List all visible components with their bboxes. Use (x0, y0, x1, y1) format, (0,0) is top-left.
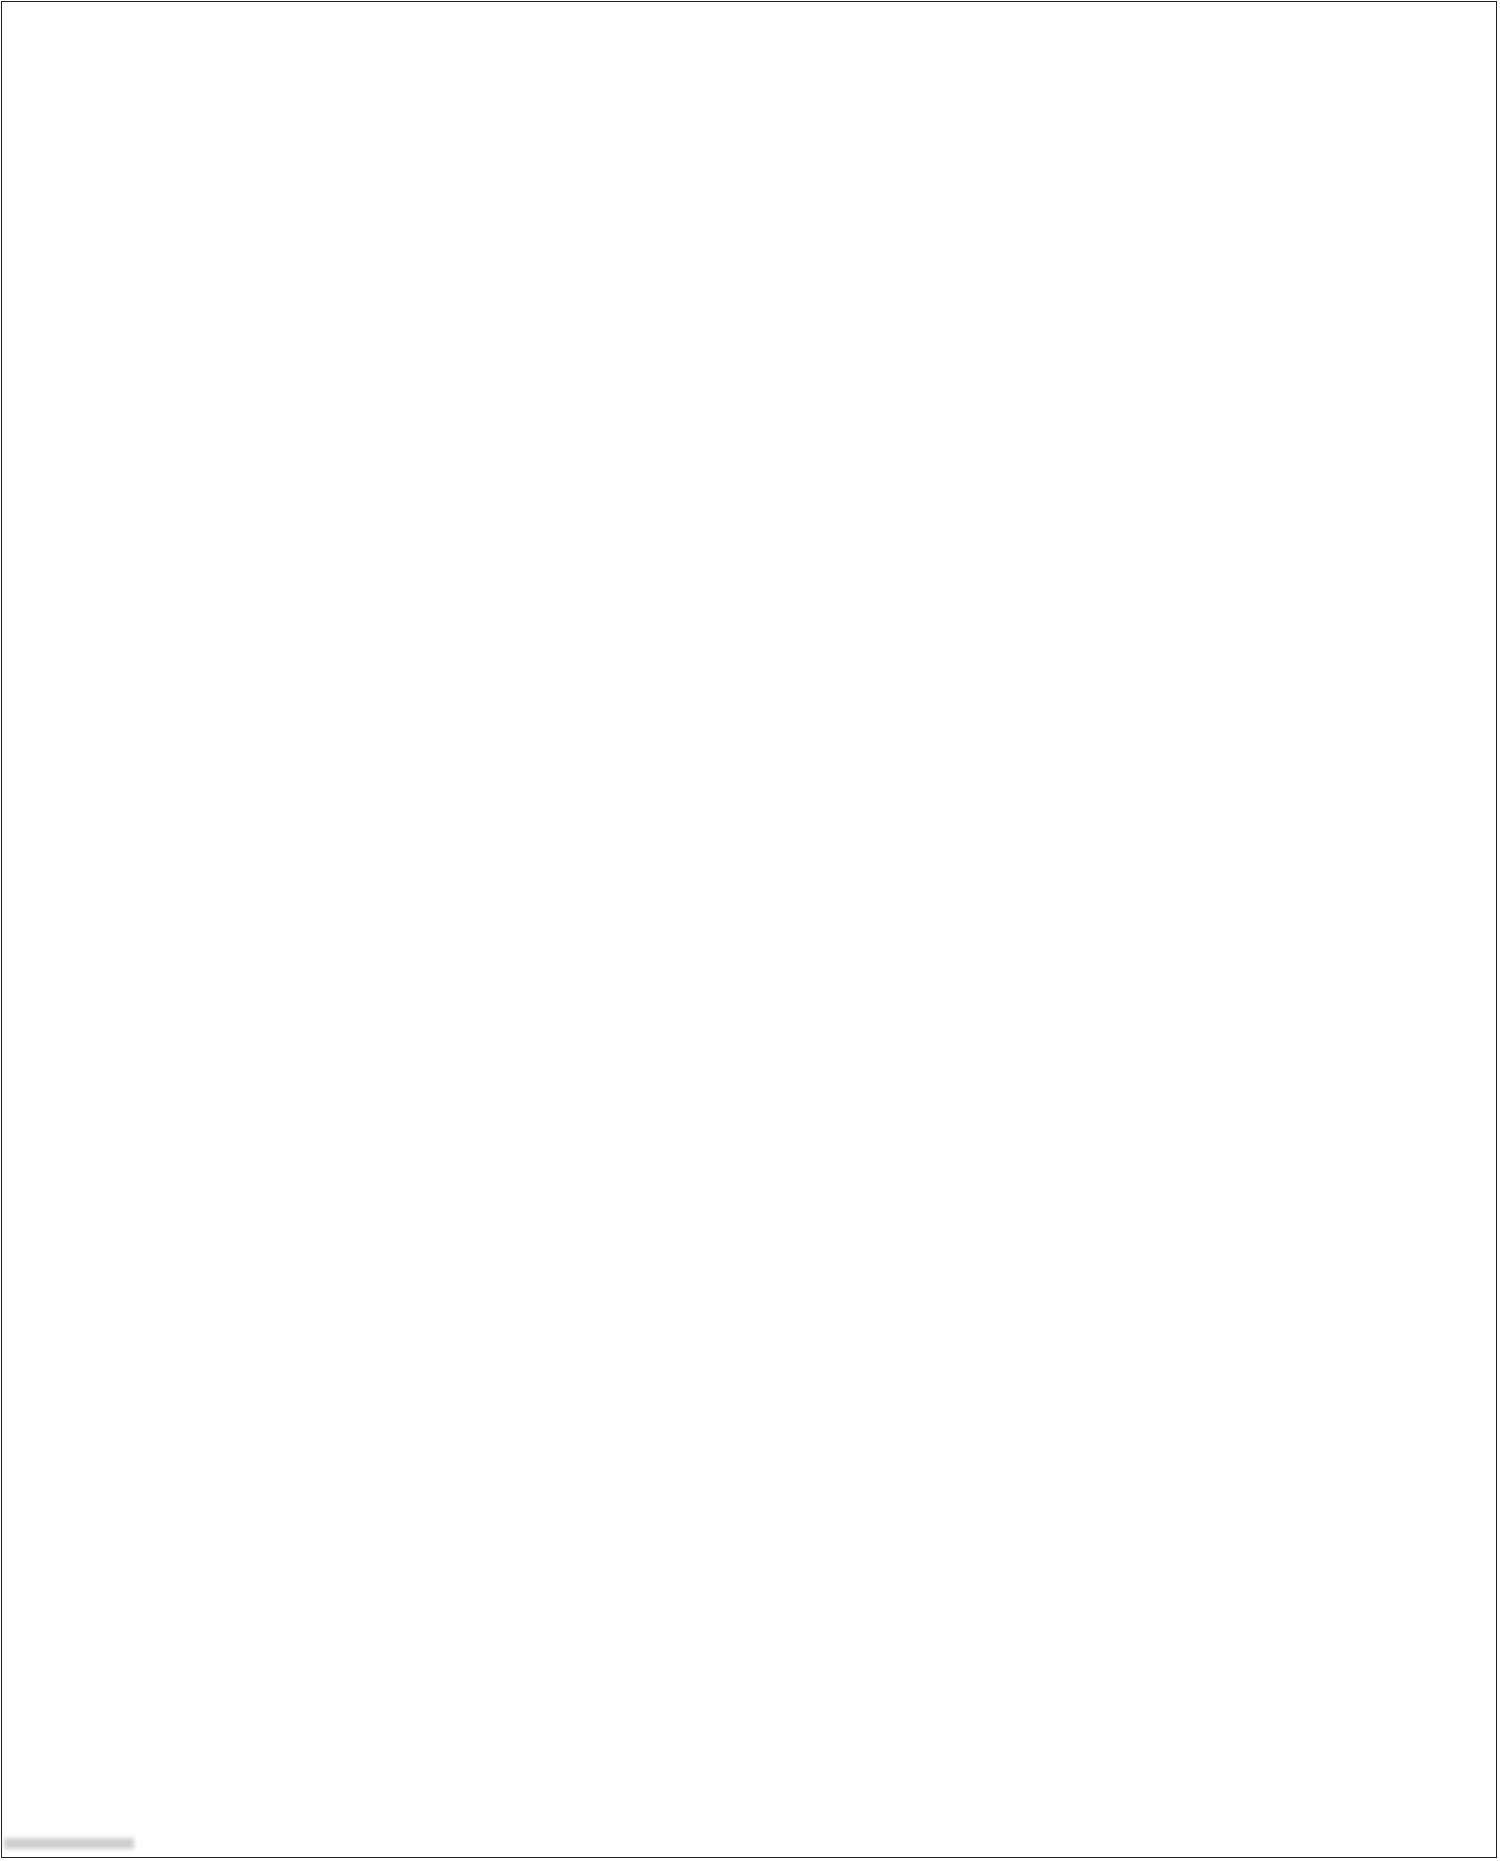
corner-watermark (4, 1838, 134, 1849)
